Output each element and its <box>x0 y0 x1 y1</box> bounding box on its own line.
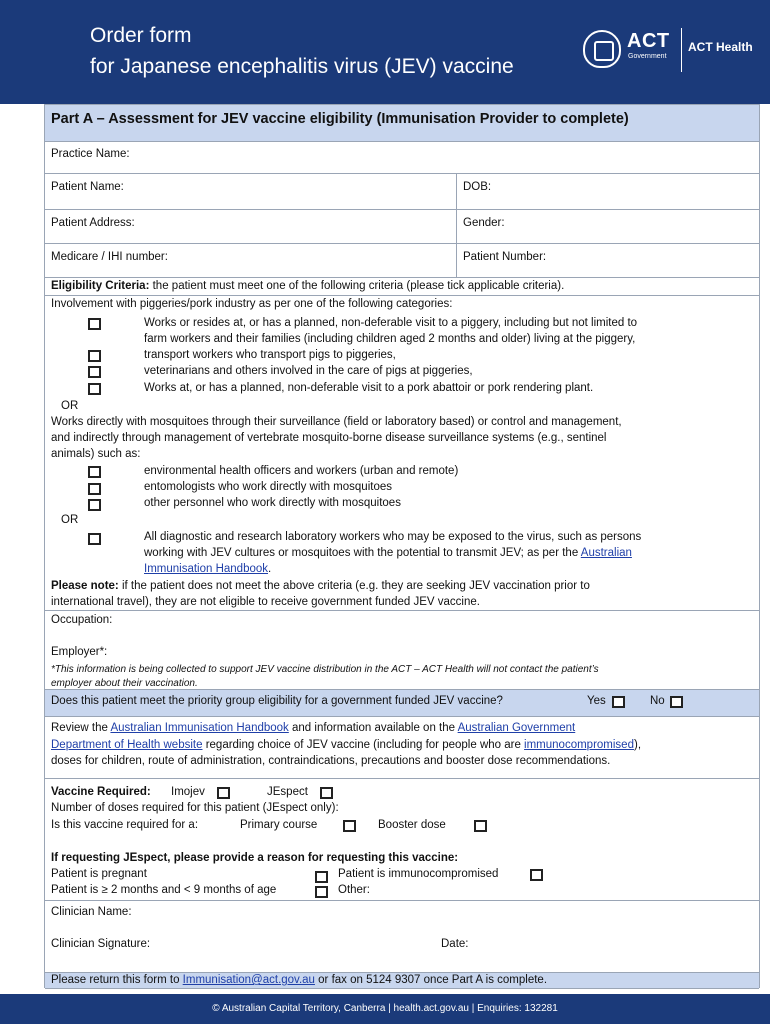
jespect-reason-heading: If requesting JEspect, please provide a reason for requesting this vaccine: <box>51 852 459 864</box>
column-divider <box>456 210 457 244</box>
review-text-4: ), <box>633 739 642 751</box>
date-label[interactable]: Date: <box>441 938 469 950</box>
dob-label: DOB: <box>463 181 492 193</box>
imojev-label: Imojev <box>171 786 205 798</box>
clinician-signature-label[interactable]: Clinician Signature: <box>51 938 151 950</box>
abattoir-checkbox[interactable] <box>88 383 101 395</box>
employer-note-1: *This information is being collected to support JEV vaccine distribution in the ACT – ACT Health will not contact the patient’s <box>51 664 599 675</box>
employer-note-2: employer about their vaccination. <box>51 678 198 689</box>
review-line-3: doses for children, route of administration, contraindications, precautions and booster dose recommendations. <box>51 755 611 767</box>
gender-label: Gender: <box>463 217 505 229</box>
jespect-label: JEspect <box>267 786 308 798</box>
other-mosquito-personnel-text: other personnel who work directly with mosquitoes <box>144 497 401 509</box>
eligibility-block <box>45 296 759 611</box>
occupation-label[interactable]: Occupation: <box>51 614 113 626</box>
medicare-label: Medicare / IHI number: <box>51 251 168 263</box>
or-separator-1: OR <box>61 400 79 412</box>
or-separator-2: OR <box>61 514 79 526</box>
age-label: Patient is ≥ 2 months and < 9 months of age <box>51 884 277 896</box>
lab-workers-text-2 <box>144 547 632 559</box>
primary-course-label: Primary course <box>240 819 318 831</box>
patient-name-row <box>45 174 759 210</box>
eligibility-criteria-text <box>51 280 564 292</box>
eligibility-criteria-bold: Eligibility Criteria: <box>51 280 150 292</box>
priority-no-checkbox[interactable] <box>670 696 683 708</box>
clinician-name-label[interactable]: Clinician Name: <box>51 906 132 918</box>
lab-workers-text-3 <box>144 563 271 575</box>
patient-number-label: Patient Number: <box>463 251 547 263</box>
column-divider <box>456 244 457 278</box>
health-department-link-a[interactable]: Australian Government <box>457 722 576 734</box>
other-reason-label[interactable]: Other: <box>338 884 370 896</box>
immunocompromised-link[interactable]: immunocompromised <box>524 739 634 751</box>
immunisation-email-link[interactable]: Immunisation@act.gov.au <box>182 974 315 986</box>
please-note-line-1 <box>51 580 590 592</box>
piggery-resident-text-1: Works or resides at, or has a planned, non-deferable visit to a piggery, including but not limited to <box>144 317 638 329</box>
vaccine-required-block <box>45 779 759 901</box>
patient-address-label: Patient Address: <box>51 217 135 229</box>
imojev-checkbox[interactable] <box>217 787 230 799</box>
review-row <box>45 717 759 779</box>
piggery-resident-checkbox[interactable] <box>88 318 101 330</box>
employer-label[interactable]: Employer*: <box>51 646 108 658</box>
column-divider <box>456 174 457 210</box>
entomologists-checkbox[interactable] <box>88 483 101 495</box>
please-note-line-2: international travel), they are not eligible to receive government funded JEV vaccine. <box>51 596 480 608</box>
priority-yes-checkbox[interactable] <box>612 696 625 708</box>
logo-act-text: ACT <box>627 30 670 52</box>
transport-workers-text: transport workers who transport pigs to piggeries, <box>144 349 396 361</box>
occupation-row <box>45 611 759 690</box>
mosquito-text-2: and indirectly through management of vertebrate mosquito-borne disease surveillance systems (e.g., sentinel <box>51 432 607 444</box>
review-text-1: Review the <box>51 722 111 734</box>
doses-label: Number of doses required for this patient (JEspect only): <box>51 802 339 814</box>
env-health-checkbox[interactable] <box>88 466 101 478</box>
priority-question-row <box>45 690 759 717</box>
vaccine-required-label: Vaccine Required: <box>51 786 151 798</box>
pregnant-label: Patient is pregnant <box>51 868 147 880</box>
priority-yes-label: Yes <box>587 695 606 707</box>
mosquito-text-3: animals) such as: <box>51 448 141 460</box>
age-checkbox[interactable] <box>315 886 328 898</box>
mosquito-text-1: Works directly with mosquitoes through their surveillance (field or laboratory based) or control and management, <box>51 416 622 428</box>
clinician-block <box>45 901 759 973</box>
order-form <box>44 104 760 988</box>
lab-workers-text-2a: working with JEV cultures or mosquitoes with the potential to transmit JEV; as per the <box>144 547 579 559</box>
lab-workers-text-1: All diagnostic and research laboratory workers who may be exposed to the virus, such as persons <box>144 531 642 543</box>
page-header <box>0 0 770 104</box>
patient-name-label: Patient Name: <box>51 181 124 193</box>
handbook-link[interactable]: Australian Immunisation Handbook <box>110 722 289 734</box>
review-text-2: and information available on the <box>288 722 458 734</box>
lab-workers-text-end: . <box>268 563 272 575</box>
other-mosquito-personnel-checkbox[interactable] <box>88 499 101 511</box>
medicare-row <box>45 244 759 278</box>
review-text-3: regarding choice of JEV vaccine (including for people who are <box>202 739 525 751</box>
abattoir-text: Works at, or has a planned, non-deferable visit to a pork abattoir or pork rendering plant. <box>144 382 594 394</box>
jespect-checkbox[interactable] <box>320 787 333 799</box>
handbook-link-a[interactable]: Australian <box>580 547 632 559</box>
return-text-2: or fax on 5124 9307 once Part A is complete. <box>314 974 548 986</box>
booster-dose-label: Booster dose <box>378 819 446 831</box>
transport-workers-checkbox[interactable] <box>88 350 101 362</box>
practice-name-label: Practice Name: <box>51 148 130 160</box>
immunocompromised-label: Patient is immunocompromised <box>338 868 499 880</box>
piggery-intro: Involvement with piggeries/pork industry as per one of the following categories: <box>51 298 453 310</box>
eligibility-criteria-desc: the patient must meet one of the following criteria (please tick applicable criteria). <box>149 280 565 292</box>
eligibility-criteria-row <box>45 278 759 296</box>
part-a-heading-row <box>45 104 759 142</box>
immunocompromised-checkbox[interactable] <box>530 869 543 881</box>
required-for-label: Is this vaccine required for a: <box>51 819 199 831</box>
please-note-bold: Please note: <box>51 580 119 592</box>
practice-name-row[interactable] <box>45 142 759 174</box>
review-line-2 <box>51 739 641 751</box>
veterinarians-checkbox[interactable] <box>88 366 101 378</box>
page-footer: © Australian Capital Territory, Canberra | health.act.gov.au | Enquiries: 132281 <box>0 994 770 1024</box>
primary-course-checkbox[interactable] <box>343 820 356 832</box>
piggery-resident-text-2: farm workers and their families (including children aged 2 months and older) living at the piggery, <box>144 333 636 345</box>
form-title-line2: for Japanese encephalitis virus (JEV) vaccine <box>90 55 514 78</box>
act-crest-icon <box>583 30 621 68</box>
priority-question-text: Does this patient meet the priority group eligibility for a government funded JEV vaccine? <box>51 695 503 707</box>
booster-dose-checkbox[interactable] <box>474 820 487 832</box>
lab-workers-checkbox[interactable] <box>88 533 101 545</box>
logo-government-text: Government <box>628 53 667 60</box>
env-health-text: environmental health officers and workers (urban and remote) <box>144 465 459 477</box>
review-line-1 <box>51 722 575 734</box>
patient-address-row <box>45 210 759 244</box>
veterinarians-text: veterinarians and others involved in the care of pigs at piggeries, <box>144 365 473 377</box>
pregnant-checkbox[interactable] <box>315 871 328 883</box>
handbook-link-b[interactable]: Immunisation Handbook <box>144 563 269 575</box>
please-note-text-1: if the patient does not meet the above criteria (e.g. they are seeking JEV vaccination prior to <box>118 580 590 592</box>
entomologists-text: entomologists who work directly with mosquitoes <box>144 481 392 493</box>
logo-divider <box>681 28 682 72</box>
return-text-1: Please return this form to <box>51 974 183 986</box>
part-a-heading: Part A – Assessment for JEV vaccine eligibility (Immunisation Provider to complete) <box>51 111 629 127</box>
priority-no-label: No <box>650 695 665 707</box>
act-health-logo <box>583 28 755 72</box>
return-text <box>51 974 547 986</box>
form-title-line1: Order form <box>90 24 192 47</box>
return-row <box>45 973 759 989</box>
health-department-link-b[interactable]: Department of Health website <box>51 739 203 751</box>
logo-act-health-text: ACT Health <box>688 40 753 54</box>
